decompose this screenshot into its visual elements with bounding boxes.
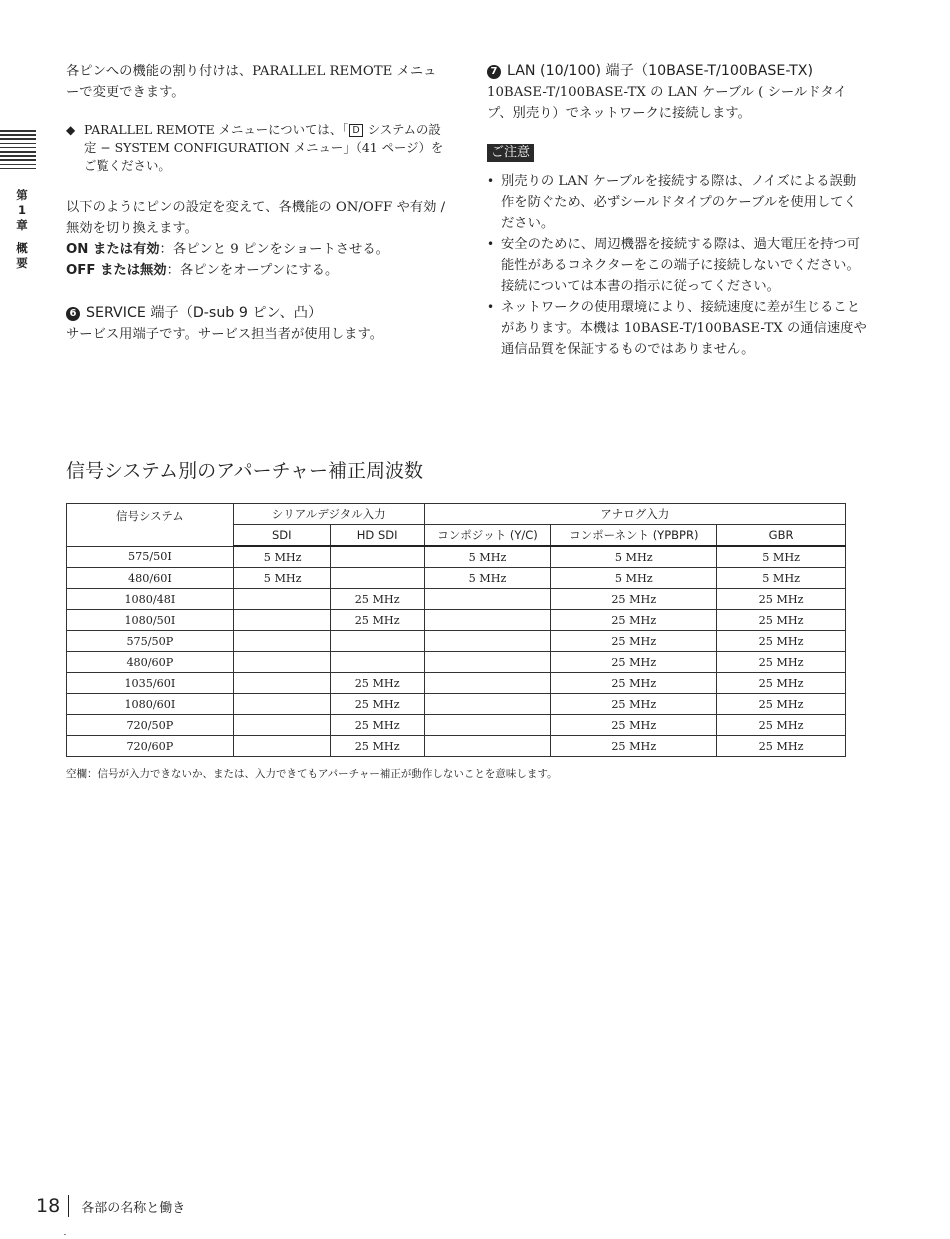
cell-gbr: 25 MHz — [717, 610, 846, 631]
chapter-tab-label — [14, 188, 30, 271]
number-6-icon: 6 — [66, 307, 80, 321]
section-title: 信号システム別のアパーチャー補正周波数 — [66, 460, 424, 482]
chapter-tab-lines — [0, 130, 36, 172]
footer-divider — [68, 1195, 69, 1217]
table-row — [67, 715, 846, 736]
cell-system: 1035/60I — [67, 673, 234, 694]
off-label: OFF または無効 — [66, 263, 167, 278]
pin-setting-paragraph: 以下のようにピンの設定を変えて、各機能の ON/OFF や有効 / 無効を切り換えます。 — [66, 200, 446, 236]
header-gbr: GBR — [717, 525, 846, 547]
service-heading — [66, 303, 446, 324]
cell-composite — [424, 715, 551, 736]
cell-sdi: 5 MHz — [233, 546, 330, 568]
lan-heading — [487, 61, 867, 82]
on-label: ON または有効 — [66, 242, 160, 257]
cell-sdi — [233, 736, 330, 757]
list-item: • ネットワークの使用環境により、接続速度に差が生じることがあります。本機は 10BASE-T/100BASE-TX の通信速度や通信品質を保証するものではありません。 — [487, 297, 867, 360]
caution-badge: ご注意 — [487, 144, 534, 162]
cell-system: 1080/50I — [67, 610, 234, 631]
service-description: サービス用端子です。サービス担当者が使用します。 — [66, 327, 383, 342]
caution-list — [487, 171, 867, 360]
cell-component: 25 MHz — [551, 652, 717, 673]
cell-composite — [424, 631, 551, 652]
cell-hd-sdi — [330, 568, 424, 589]
lan-description: 10BASE-T/100BASE-TX の LAN ケーブル ( シールドタイプ、別売り）でネットワークに接続します。 — [487, 85, 847, 121]
page-number: 18 — [36, 1195, 61, 1217]
cell-gbr: 25 MHz — [717, 673, 846, 694]
header-serial-digital: シリアルデジタル入力 — [233, 504, 424, 525]
cell-hd-sdi: 25 MHz — [330, 715, 424, 736]
header-composite: コンポジット (Y/C) — [424, 525, 551, 547]
cell-gbr: 25 MHz — [717, 736, 846, 757]
cell-sdi — [233, 694, 330, 715]
cell-hd-sdi: 25 MHz — [330, 610, 424, 631]
table-row — [67, 610, 846, 631]
cell-system: 1080/60I — [67, 694, 234, 715]
cell-system: 575/50P — [67, 631, 234, 652]
table-row — [67, 736, 846, 757]
print-mark — [64, 1234, 66, 1235]
cell-component: 5 MHz — [551, 568, 717, 589]
header-sdi: SDI — [233, 525, 330, 547]
number-7-icon: 7 — [487, 65, 501, 79]
cell-system: 1080/48I — [67, 589, 234, 610]
reference-note — [66, 121, 446, 175]
chapter-tab-char: 第 — [16, 188, 28, 202]
cell-composite — [424, 673, 551, 694]
cell-sdi — [233, 610, 330, 631]
right-column — [487, 61, 867, 360]
on-text: ：各ピンと 9 ピンをショートさせる。 — [159, 242, 389, 257]
cell-gbr: 25 MHz — [717, 694, 846, 715]
table-row — [67, 589, 846, 610]
cell-hd-sdi: 25 MHz — [330, 589, 424, 610]
cell-component: 25 MHz — [551, 694, 717, 715]
cell-sdi — [233, 589, 330, 610]
cell-component: 25 MHz — [551, 673, 717, 694]
pin-assignment-paragraph: 各ピンへの機能の割り付けは、PARALLEL REMOTE メニューで変更できます。 — [66, 64, 437, 100]
table-row — [67, 546, 846, 568]
chapter-tab-char: 要 — [16, 256, 28, 270]
on-setting-line — [66, 239, 446, 260]
cell-component: 25 MHz — [551, 715, 717, 736]
cell-component: 25 MHz — [551, 610, 717, 631]
cell-hd-sdi: 25 MHz — [330, 673, 424, 694]
cell-composite — [424, 610, 551, 631]
header-component: コンポーネント (YPBPR) — [551, 525, 717, 547]
header-signal-system: 信号システム — [67, 504, 234, 547]
cell-gbr: 25 MHz — [717, 631, 846, 652]
table-footnote: 空欄：信号が入力できないか、または、入力できてもアパーチャー補正が動作しないことを意味します。 — [66, 768, 558, 780]
cell-composite — [424, 589, 551, 610]
cell-sdi — [233, 715, 330, 736]
footer-section-title: 各部の名称と働き — [81, 1200, 186, 1216]
cell-gbr: 25 MHz — [717, 652, 846, 673]
lan-heading-text: LAN (10/100) 端子（10BASE-T/100BASE-TX) — [507, 63, 814, 79]
cell-gbr: 5 MHz — [717, 546, 846, 568]
table-row — [67, 631, 846, 652]
cell-system: 575/50I — [67, 546, 234, 568]
cell-sdi — [233, 631, 330, 652]
cell-sdi: 5 MHz — [233, 568, 330, 589]
cell-system: 720/50P — [67, 715, 234, 736]
cell-hd-sdi — [330, 546, 424, 568]
cell-component: 25 MHz — [551, 736, 717, 757]
diamond-bullet-icon: ◆ — [66, 123, 76, 137]
cell-system: 480/60P — [67, 652, 234, 673]
cell-composite — [424, 652, 551, 673]
left-column — [66, 61, 446, 345]
header-hd-sdi: HD SDI — [330, 525, 424, 547]
list-item: • 別売りの LAN ケーブルを接続する際は、ノイズによる誤動作を防ぐため、必ずシールドタイプのケーブルを使用してください。 — [487, 171, 867, 234]
reference-note-text: PARALLEL REMOTE メニューについては、「 D システムの設定 − SYSTEM CONFIGURATION メニュー」（41 ページ）をご覧ください。 — [84, 122, 444, 173]
cell-composite — [424, 736, 551, 757]
aperture-frequency-table — [66, 503, 846, 757]
cell-system: 480/60I — [67, 568, 234, 589]
cell-system: 720/60P — [67, 736, 234, 757]
list-item-extra: 接続については本書の指示に従ってください。 — [501, 279, 780, 294]
service-heading-text: SERVICE 端子（D-sub 9 ピン、凸） — [86, 305, 323, 321]
cell-component: 25 MHz — [551, 631, 717, 652]
cell-hd-sdi: 25 MHz — [330, 736, 424, 757]
cell-gbr: 25 MHz — [717, 589, 846, 610]
cell-component: 25 MHz — [551, 589, 717, 610]
cell-sdi — [233, 652, 330, 673]
header-analog: アナログ入力 — [424, 504, 845, 525]
cell-component: 5 MHz — [551, 546, 717, 568]
off-setting-line — [66, 260, 446, 281]
table-body — [67, 546, 846, 757]
cell-gbr: 5 MHz — [717, 568, 846, 589]
boxed-letter-d-icon: D — [349, 124, 362, 137]
cell-gbr: 25 MHz — [717, 715, 846, 736]
table-row — [67, 568, 846, 589]
table-row — [67, 694, 846, 715]
table-row — [67, 673, 846, 694]
cell-hd-sdi — [330, 631, 424, 652]
page-footer — [36, 1194, 185, 1218]
cell-composite: 5 MHz — [424, 546, 551, 568]
table-row — [67, 652, 846, 673]
cell-hd-sdi — [330, 652, 424, 673]
chapter-tab-char: 概 — [16, 241, 28, 255]
list-item: • 安全のために、周辺機器を接続する際は、過大電圧を持つ可能性があるコネクターをこの端子に接続しないでください。 接続については本書の指示に従ってください。 — [487, 234, 867, 297]
cell-hd-sdi: 25 MHz — [330, 694, 424, 715]
chapter-tab-char: 1 — [17, 203, 26, 217]
cell-composite — [424, 694, 551, 715]
cell-sdi — [233, 673, 330, 694]
cell-composite: 5 MHz — [424, 568, 551, 589]
chapter-tab-char: 章 — [16, 218, 28, 232]
off-text: ：各ピンをオープンにする。 — [166, 263, 339, 278]
